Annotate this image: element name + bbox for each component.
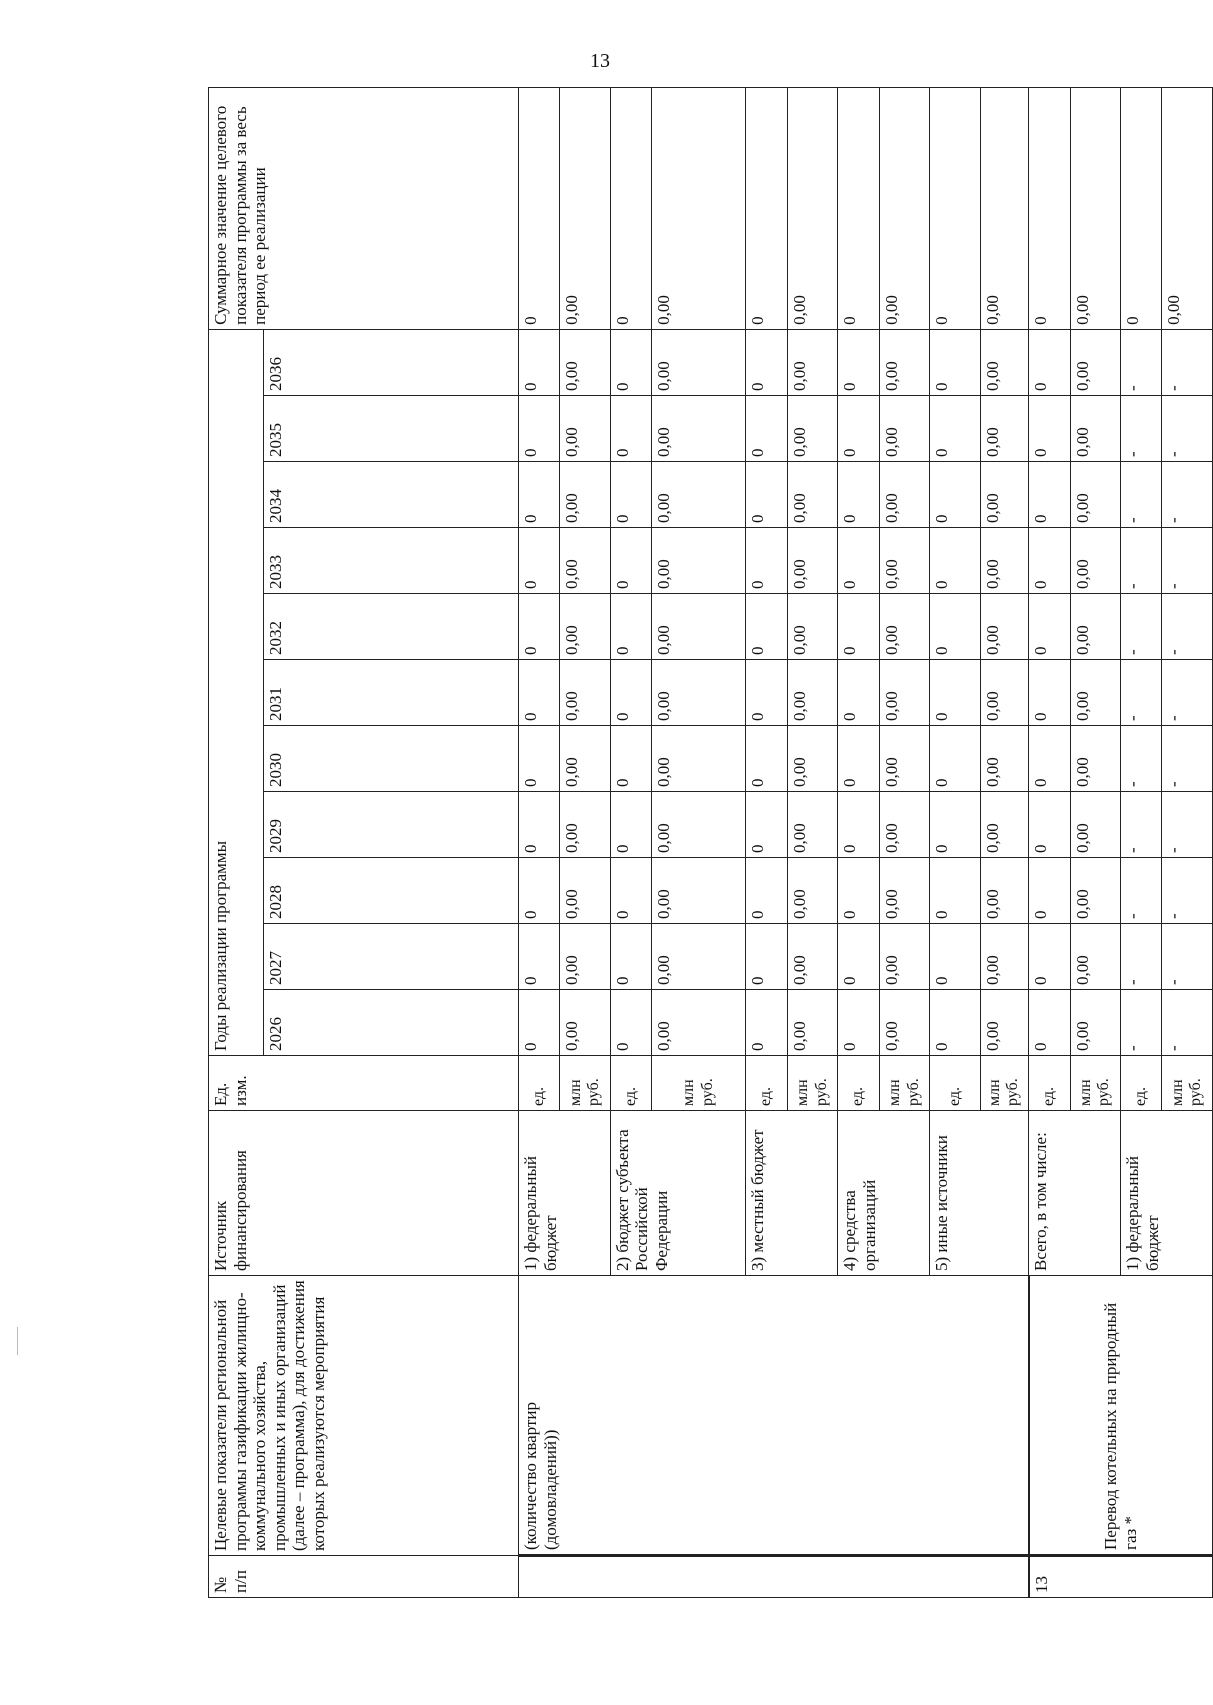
source-cell: 5) иные источники bbox=[930, 1111, 1029, 1276]
value-cell: 0,00 bbox=[560, 792, 611, 858]
value-cell: 0,00 bbox=[1070, 990, 1121, 1056]
value-cell: 0,00 bbox=[1070, 528, 1121, 594]
value-cell: 0,00 bbox=[652, 462, 746, 528]
value-cell: - bbox=[1121, 660, 1162, 726]
value-cell: 0 bbox=[610, 329, 651, 395]
total-cell: 0,00 bbox=[652, 87, 746, 329]
source-cell: 2) бюджет субъекта Российской Федерации bbox=[610, 1111, 746, 1276]
value-cell: 0 bbox=[519, 792, 560, 858]
section-a-body bbox=[519, 87, 1029, 1597]
value-cell: 0 bbox=[746, 990, 787, 1056]
value-cell: 0,00 bbox=[787, 528, 838, 594]
value-cell: 0 bbox=[519, 660, 560, 726]
value-cell: 0 bbox=[1029, 462, 1070, 528]
value-cell: 0,00 bbox=[980, 990, 1028, 1056]
value-cell: 0,00 bbox=[879, 528, 930, 594]
source-cell: Всего, в том числе: bbox=[1029, 1111, 1121, 1276]
header-year: 2027 bbox=[264, 924, 519, 990]
unit-cell: млн руб. bbox=[652, 1056, 746, 1111]
value-cell: 0,00 bbox=[560, 528, 611, 594]
value-cell: 0,00 bbox=[980, 792, 1028, 858]
value-cell: 0 bbox=[519, 990, 560, 1056]
value-cell: 0 bbox=[930, 726, 981, 792]
value-cell: 0 bbox=[746, 726, 787, 792]
value-cell: 0 bbox=[930, 329, 981, 395]
value-cell: 0,00 bbox=[1070, 726, 1121, 792]
value-cell: 0 bbox=[746, 792, 787, 858]
indicator-cell: Перевод котельных на природный газ * bbox=[1029, 1276, 1213, 1556]
value-cell: 0 bbox=[519, 462, 560, 528]
value-cell: 0,00 bbox=[879, 594, 930, 660]
value-cell: 0 bbox=[838, 594, 879, 660]
unit-cell: ед. bbox=[1121, 1056, 1162, 1111]
page-number: 13 bbox=[590, 50, 610, 72]
value-cell: 0 bbox=[610, 726, 651, 792]
value-cell: - bbox=[1162, 990, 1213, 1056]
value-cell: 0 bbox=[746, 858, 787, 924]
total-cell: 0 bbox=[1029, 87, 1070, 329]
table-row bbox=[519, 87, 560, 1597]
header-year: 2026 bbox=[264, 990, 519, 1056]
header-no: № п/п bbox=[209, 1556, 519, 1598]
value-cell: 0 bbox=[519, 858, 560, 924]
value-cell: 0 bbox=[746, 528, 787, 594]
value-cell: 0 bbox=[519, 924, 560, 990]
section-b-body bbox=[1029, 87, 1213, 1597]
value-cell: - bbox=[1121, 462, 1162, 528]
header-row-1 bbox=[209, 87, 264, 1597]
value-cell: - bbox=[1121, 528, 1162, 594]
total-cell: 0 bbox=[1121, 87, 1162, 329]
value-cell: 0,00 bbox=[1070, 792, 1121, 858]
value-cell: 0,00 bbox=[787, 792, 838, 858]
value-cell: 0,00 bbox=[560, 858, 611, 924]
header-year: 2035 bbox=[264, 396, 519, 462]
value-cell: - bbox=[1121, 858, 1162, 924]
unit-cell: млн руб. bbox=[1070, 1056, 1121, 1111]
header-year: 2030 bbox=[264, 726, 519, 792]
header-year: 2028 bbox=[264, 858, 519, 924]
value-cell: 0,00 bbox=[787, 396, 838, 462]
header-year: 2032 bbox=[264, 594, 519, 660]
value-cell: 0,00 bbox=[652, 528, 746, 594]
value-cell: 0,00 bbox=[980, 329, 1028, 395]
value-cell: 0 bbox=[746, 924, 787, 990]
value-cell: 0 bbox=[838, 660, 879, 726]
total-cell: 0,00 bbox=[879, 87, 930, 329]
value-cell: - bbox=[1121, 594, 1162, 660]
value-cell: 0,00 bbox=[879, 924, 930, 990]
value-cell: 0,00 bbox=[560, 990, 611, 1056]
total-cell: 0 bbox=[519, 87, 560, 329]
value-cell: 0 bbox=[930, 396, 981, 462]
value-cell: 0 bbox=[610, 990, 651, 1056]
total-cell: 0,00 bbox=[787, 87, 838, 329]
value-cell: 0 bbox=[838, 462, 879, 528]
value-cell: 0,00 bbox=[560, 462, 611, 528]
value-cell: - bbox=[1162, 594, 1213, 660]
value-cell: 0,00 bbox=[980, 396, 1028, 462]
value-cell: - bbox=[1162, 396, 1213, 462]
value-cell: 0,00 bbox=[560, 329, 611, 395]
header-year: 2036 bbox=[264, 329, 519, 395]
value-cell: 0,00 bbox=[1070, 329, 1121, 395]
value-cell: 0,00 bbox=[652, 858, 746, 924]
value-cell: 0 bbox=[1029, 726, 1070, 792]
value-cell: 0,00 bbox=[787, 660, 838, 726]
value-cell: 0 bbox=[838, 990, 879, 1056]
value-cell: 0 bbox=[519, 329, 560, 395]
unit-cell: млн руб. bbox=[1162, 1056, 1213, 1111]
value-cell: 0 bbox=[746, 462, 787, 528]
value-cell: 0,00 bbox=[879, 990, 930, 1056]
gasification-indicators-table bbox=[208, 87, 1213, 1598]
value-cell: 0 bbox=[1029, 396, 1070, 462]
header-year: 2031 bbox=[264, 660, 519, 726]
value-cell: 0,00 bbox=[652, 924, 746, 990]
value-cell: 0,00 bbox=[652, 660, 746, 726]
value-cell: 0 bbox=[838, 858, 879, 924]
value-cell: 0 bbox=[746, 594, 787, 660]
value-cell: 0,00 bbox=[980, 858, 1028, 924]
value-cell: - bbox=[1162, 528, 1213, 594]
value-cell: - bbox=[1121, 726, 1162, 792]
value-cell: 0 bbox=[519, 594, 560, 660]
value-cell: 0 bbox=[838, 396, 879, 462]
unit-cell: млн руб. bbox=[879, 1056, 930, 1111]
table-row bbox=[1029, 87, 1070, 1597]
total-cell: 0 bbox=[746, 87, 787, 329]
unit-cell: ед. bbox=[930, 1056, 981, 1111]
unit-cell: ед. bbox=[610, 1056, 651, 1111]
header-total: Суммарное значение целевого показателя программы за весь период ее реализации bbox=[209, 87, 519, 329]
value-cell: 0,00 bbox=[879, 660, 930, 726]
value-cell: 0,00 bbox=[787, 726, 838, 792]
unit-cell: млн руб. bbox=[787, 1056, 838, 1111]
value-cell: 0,00 bbox=[879, 726, 930, 792]
value-cell: 0 bbox=[610, 924, 651, 990]
value-cell: 0 bbox=[930, 858, 981, 924]
value-cell: 0 bbox=[838, 528, 879, 594]
header-year: 2029 bbox=[264, 792, 519, 858]
row-number: 13 bbox=[1029, 1556, 1213, 1598]
value-cell: 0 bbox=[838, 792, 879, 858]
value-cell: 0,00 bbox=[980, 726, 1028, 792]
value-cell: 0,00 bbox=[787, 329, 838, 395]
value-cell: 0 bbox=[610, 660, 651, 726]
rotated-table-container bbox=[208, 88, 1213, 1598]
value-cell: 0 bbox=[930, 990, 981, 1056]
value-cell: 0,00 bbox=[879, 329, 930, 395]
value-cell: 0,00 bbox=[980, 462, 1028, 528]
total-cell: 0 bbox=[930, 87, 981, 329]
value-cell: 0,00 bbox=[560, 726, 611, 792]
total-cell: 0,00 bbox=[1162, 87, 1213, 329]
value-cell: 0 bbox=[1029, 329, 1070, 395]
value-cell: - bbox=[1121, 792, 1162, 858]
source-cell: 1) федеральный бюджет bbox=[519, 1111, 611, 1276]
value-cell: 0 bbox=[1029, 792, 1070, 858]
value-cell: 0 bbox=[1029, 660, 1070, 726]
value-cell: - bbox=[1162, 726, 1213, 792]
value-cell: 0,00 bbox=[652, 594, 746, 660]
unit-cell: млн руб. bbox=[980, 1056, 1028, 1111]
unit-cell: ед. bbox=[746, 1056, 787, 1111]
value-cell: 0,00 bbox=[560, 396, 611, 462]
value-cell: 0 bbox=[930, 792, 981, 858]
value-cell: 0 bbox=[519, 726, 560, 792]
value-cell: - bbox=[1121, 924, 1162, 990]
value-cell: 0,00 bbox=[1070, 594, 1121, 660]
value-cell: 0,00 bbox=[787, 858, 838, 924]
value-cell: 0,00 bbox=[879, 396, 930, 462]
source-cell: 1) федеральный бюджет bbox=[1121, 1111, 1213, 1276]
value-cell: 0,00 bbox=[980, 528, 1028, 594]
source-cell: 4) средства организаций bbox=[838, 1111, 930, 1276]
value-cell: 0,00 bbox=[560, 594, 611, 660]
unit-cell: млн руб. bbox=[560, 1056, 611, 1111]
value-cell: 0 bbox=[519, 528, 560, 594]
total-cell: 0,00 bbox=[980, 87, 1028, 329]
header-years: Годы реализации программы bbox=[209, 329, 264, 1055]
value-cell: 0 bbox=[746, 660, 787, 726]
value-cell: - bbox=[1162, 329, 1213, 395]
row-number bbox=[519, 1556, 1029, 1598]
value-cell: 0 bbox=[610, 858, 651, 924]
value-cell: 0 bbox=[1029, 594, 1070, 660]
value-cell: 0 bbox=[1029, 990, 1070, 1056]
value-cell: 0,00 bbox=[1070, 858, 1121, 924]
value-cell: 0,00 bbox=[1070, 924, 1121, 990]
value-cell: 0 bbox=[610, 594, 651, 660]
value-cell: 0 bbox=[746, 329, 787, 395]
binding-mark bbox=[17, 1327, 18, 1355]
value-cell: 0 bbox=[610, 462, 651, 528]
value-cell: 0,00 bbox=[879, 462, 930, 528]
value-cell: 0,00 bbox=[560, 924, 611, 990]
value-cell: 0,00 bbox=[652, 726, 746, 792]
value-cell: - bbox=[1121, 329, 1162, 395]
value-cell: 0,00 bbox=[980, 660, 1028, 726]
value-cell: 0,00 bbox=[787, 462, 838, 528]
value-cell: - bbox=[1121, 990, 1162, 1056]
value-cell: 0,00 bbox=[1070, 396, 1121, 462]
value-cell: 0,00 bbox=[652, 792, 746, 858]
value-cell: - bbox=[1162, 858, 1213, 924]
value-cell: 0 bbox=[930, 924, 981, 990]
value-cell: 0 bbox=[1029, 858, 1070, 924]
value-cell: 0 bbox=[838, 924, 879, 990]
total-cell: 0,00 bbox=[560, 87, 611, 329]
value-cell: 0,00 bbox=[787, 990, 838, 1056]
total-cell: 0 bbox=[838, 87, 879, 329]
value-cell: 0,00 bbox=[1070, 462, 1121, 528]
value-cell: 0,00 bbox=[1070, 660, 1121, 726]
value-cell: 0 bbox=[610, 792, 651, 858]
value-cell: 0 bbox=[930, 594, 981, 660]
value-cell: 0 bbox=[930, 660, 981, 726]
value-cell: 0 bbox=[746, 396, 787, 462]
total-cell: 0 bbox=[610, 87, 651, 329]
value-cell: 0,00 bbox=[879, 792, 930, 858]
value-cell: - bbox=[1162, 792, 1213, 858]
value-cell: 0,00 bbox=[652, 329, 746, 395]
value-cell: 0,00 bbox=[879, 858, 930, 924]
header-indicator: Целевые показатели региональной программы газификации жилищно-коммунального хозяйства, промышленных и иных организаций (далее – программа), для достижения которых реализуются мероприятия bbox=[209, 1276, 519, 1556]
indicator-cell: (количество квартир (домовладений)) bbox=[519, 1276, 1029, 1556]
value-cell: 0 bbox=[930, 462, 981, 528]
value-cell: 0 bbox=[1029, 924, 1070, 990]
value-cell: 0,00 bbox=[787, 924, 838, 990]
value-cell: 0 bbox=[610, 528, 651, 594]
value-cell: - bbox=[1121, 396, 1162, 462]
value-cell: 0 bbox=[519, 396, 560, 462]
unit-cell: ед. bbox=[519, 1056, 560, 1111]
value-cell: 0,00 bbox=[560, 660, 611, 726]
value-cell: 0 bbox=[838, 329, 879, 395]
header-source: Источник финансирования bbox=[209, 1111, 519, 1276]
total-cell: 0,00 bbox=[1070, 87, 1121, 329]
value-cell: 0 bbox=[838, 726, 879, 792]
value-cell: - bbox=[1162, 462, 1213, 528]
header-year: 2034 bbox=[264, 462, 519, 528]
unit-cell: ед. bbox=[838, 1056, 879, 1111]
header-unit: Ед. изм. bbox=[209, 1056, 519, 1111]
source-cell: 3) местный бюджет bbox=[746, 1111, 838, 1276]
value-cell: 0,00 bbox=[652, 990, 746, 1056]
value-cell: 0 bbox=[930, 528, 981, 594]
value-cell: 0,00 bbox=[652, 396, 746, 462]
value-cell: 0,00 bbox=[980, 594, 1028, 660]
header-year: 2033 bbox=[264, 528, 519, 594]
value-cell: 0,00 bbox=[980, 924, 1028, 990]
unit-cell: ед. bbox=[1029, 1056, 1070, 1111]
value-cell: 0,00 bbox=[787, 594, 838, 660]
value-cell: - bbox=[1162, 660, 1213, 726]
value-cell: - bbox=[1162, 924, 1213, 990]
value-cell: 0 bbox=[1029, 528, 1070, 594]
value-cell: 0 bbox=[610, 396, 651, 462]
